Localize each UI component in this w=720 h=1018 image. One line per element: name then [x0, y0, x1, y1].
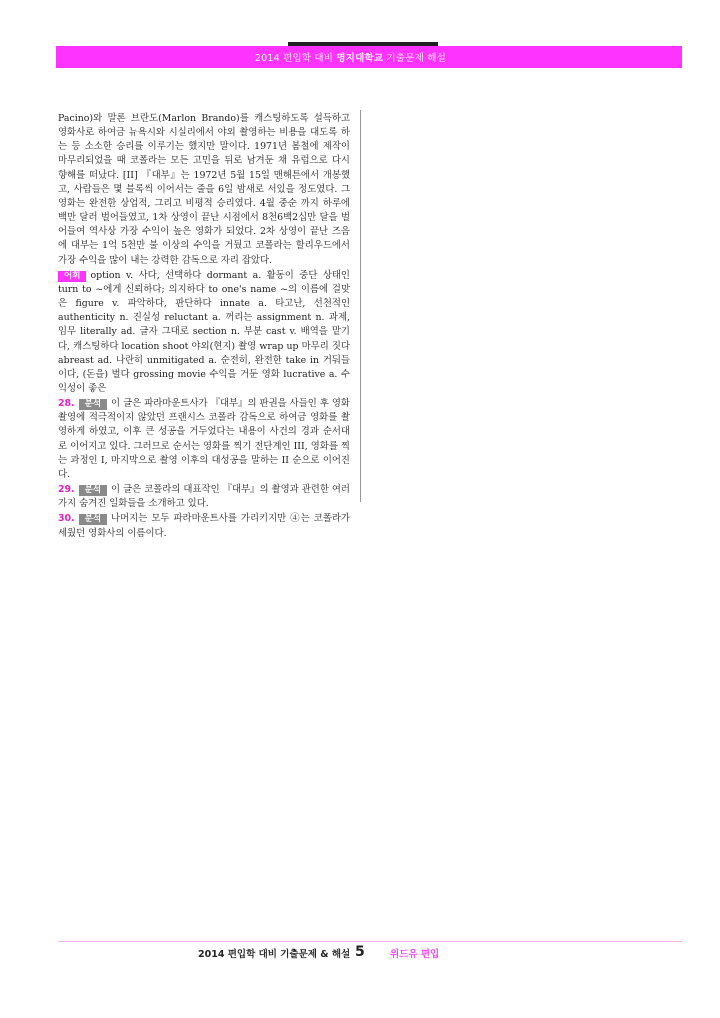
- question-number-30: 30.: [58, 513, 75, 525]
- page-header: [56, 46, 682, 68]
- header-school: 명지대학교: [336, 53, 384, 64]
- answer-29: [58, 483, 350, 511]
- analysis-label-30: 분석: [79, 514, 107, 525]
- analysis-text-30: 나머지는 모두 파라마운트사를 가리키지만 ④는 코폴라가 세웠던 영화사의 이름이다.: [58, 513, 350, 539]
- footer-divider: [58, 941, 682, 942]
- answer-28: [58, 397, 350, 482]
- header-prefix: 2014 편입학 대비: [254, 53, 337, 64]
- vocabulary-section: [58, 269, 350, 396]
- analysis-label-29: 분석: [79, 485, 107, 496]
- header-suffix: 기출문제 해설: [383, 53, 446, 64]
- vocab-label: 어휘: [58, 271, 86, 282]
- column-divider: [360, 110, 361, 502]
- question-number-29: 29.: [58, 484, 75, 496]
- analysis-label-28: 분석: [79, 399, 107, 410]
- page-number: 5: [355, 944, 365, 960]
- analysis-text-29: 이 글은 코폴라의 대표작인 『대부』의 촬영과 관련한 여러 가지 숨겨진 일화들을 소개하고 있다.: [58, 484, 350, 510]
- translation-paragraph: Pacino)와 말론 브란도(Marlon Brando)를 캐스팅하도록 설득하고 영화사로 하여금 뉴욕시와 시실리에서 야외 촬영하는 비용을 대도록 하는 등 소소한 승리를 이루기는 했지만 말이다. 1971년 봄철에 제작이 마무리되었을 때 코폴라는 모든 고민을 뒤로 남겨둔 채 유럽으로 다시 향해를 떠났다. [II] 『대부』는 1972년 5월 15일 맨해튼에서 개봉했고, 사람들은 몇 블록씩 이어서는 줄을 6일 밤새로 서있을 정도였다. 그 영화는 완전한 상업적, 그리고 비평적 승리였다. 4월 중순 까지 하루에 백만 달러 벌어들였고, 1차 상영이 끝난 시점에서 8천6백2십만 달을 벌어들여 역사상 가장 수익이 높은 영화가 되었다. 2차 상영이 끝난 즈음에 대부는 1억 5천만 불 이상의 수익을 거뒀고 코폴라는 할리우드에서 가장 수익을 많이 내는 강력한 감독으로 자리 잡았다.: [58, 113, 350, 266]
- footer-title: 2014 편입학 대비 기출문제 & 해설: [198, 949, 351, 960]
- footer-brand: 위드유 편입: [390, 949, 440, 960]
- question-number-28: 28.: [58, 398, 75, 410]
- left-column: [58, 112, 350, 541]
- answer-30: [58, 512, 350, 540]
- vocab-text: option v. 사다, 선택하다 dormant a. 활동이 중단 상태인 turn to ~에게 신뢰하다; 의지하다 to one's name ~의 이름에 걸맞은 figure v. 파악하다, 판단하다 innate a. 타고난, 선천적인 authenticity n. 진실성 reluctant a. 꺼리는 assignment n. 과제, 임무 literally ad. 글자 그대로 section n. 부분 cast v. 배역을 맡기다, 캐스팅하다 location shoot 야외(현지) 촬영 wrap up 마무리 짓다 abreast ad. 나란히 unmitigated a. 순전히, 완전한 take in 거둬들이다, (돈을) 벌다 grossing movie 수익을 거둔 영화 lucrative a. 수익성이 좋은: [58, 269, 350, 394]
- header-title: [255, 50, 446, 64]
- analysis-text-28: 이 글은 파라마운트사가 『대부』의 판권을 사들인 후 영화 촬영에 적극적이지 않았던 프랜시스 코폴라 감독으로 하여금 영화를 촬영하게 하였고, 이후 큰 성공을 거두었다는 내용이 사건의 경과 순서대로 이어지고 있다. 그러므로 순서는 영화를 찍기 전단계인 III, 영화를 찍는 과정인 I, 마지막으로 촬영 이후의 대성공을 말하는 II 순으로 이어진다.: [58, 398, 350, 480]
